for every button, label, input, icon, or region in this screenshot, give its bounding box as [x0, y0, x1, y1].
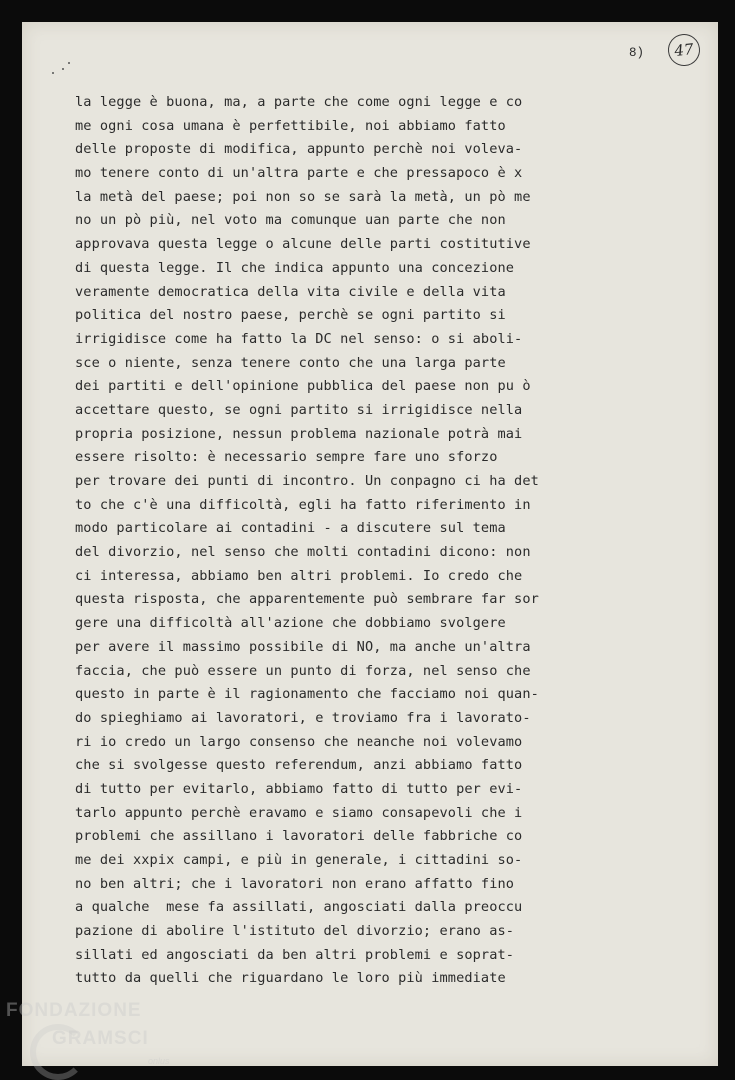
- text-line: do spieghiamo ai lavoratori, e troviamo fra i lavorato-: [75, 709, 531, 726]
- text-line: gere una difficoltà all'azione che dobbiamo svolgere: [75, 615, 506, 632]
- text-line: me dei xxpix campi, e più in generale, i cittadini so-: [75, 852, 523, 868]
- text-line: irrigidisce come ha fatto la DC nel senso: o si aboli-: [75, 330, 523, 347]
- text-line: la metà del paese; poi non so se sarà la metà, un pò me: [75, 188, 531, 205]
- text-line: a qualche mese fa assillati, angosciati dalla preoccu: [75, 899, 523, 916]
- text-line: per trovare dei punti di incontro. Un conpagno ci ha det: [75, 473, 539, 489]
- text-line: faccia, che può essere un punto di forza, nel senso che: [75, 662, 531, 679]
- text-line: che si svolgesse questo referendum, anzi abbiamo fatto: [75, 757, 523, 774]
- watermark-line-3: onlus: [148, 1056, 170, 1066]
- text-line: pazione di abolire l'istituto del divorzio; erano as-: [75, 923, 515, 940]
- page-number: 8): [629, 46, 645, 60]
- text-line: delle proposte di modifica, appunto perchè noi voleva-: [75, 141, 523, 158]
- text-line: propria posizione, nessun problema nazionale potrà mai: [75, 425, 523, 442]
- watermark-line-1: FONDAZIONE: [6, 1000, 142, 1021]
- text-line: no un pò più, nel voto ma comunque uan parte che non: [75, 212, 506, 229]
- text-line: ri io credo un largo consenso che neanche noi volevamo: [75, 733, 523, 750]
- text-line: veramente democratica della vita civile e della vita: [75, 283, 506, 300]
- text-line: essere risolto: è necessario sempre fare uno sforzo: [75, 449, 498, 466]
- text-line: ci interessa, abbiamo ben altri problemi. Io credo che: [75, 567, 523, 584]
- watermark-line-2: GRAMSCI: [52, 1028, 149, 1049]
- text-line: di tutto per evitarlo, abbiamo fatto di tutto per evi-: [75, 780, 523, 797]
- typed-page: [22, 22, 718, 1066]
- text-line: me ogni cosa umana è perfettibile, noi abbiamo fatto: [75, 117, 506, 134]
- text-line: tarlo appunto perchè eravamo e siamo consapevoli che i: [75, 804, 523, 821]
- text-line: dei partiti e dell'opinione pubblica del paese non pu ò: [75, 378, 531, 395]
- text-line: per avere il massimo possibile di NO, ma anche un'altra: [75, 638, 531, 655]
- text-line: politica del nostro paese, perchè se ogni partito si: [75, 307, 506, 324]
- text-line: approvava questa legge o alcune delle parti costitutive: [75, 236, 531, 253]
- text-line: sce o niente, senza tenere conto che una larga parte: [75, 354, 506, 371]
- text-line: problemi che assillano i lavoratori delle fabbriche co: [75, 828, 523, 845]
- text-line: questo in parte è il ragionamento che facciamo noi quan-: [75, 686, 539, 703]
- text-line: to che c'è una difficoltà, egli ha fatto riferimento in: [75, 496, 531, 513]
- text-line: mo tenere conto di un'altra parte e che pressapoco è x: [75, 165, 523, 182]
- text-line: no ben altri; che i lavoratori non erano affatto fino: [75, 875, 515, 892]
- text-line: modo particolare ai contadini - a discutere sul tema: [75, 520, 506, 537]
- text-line: di questa legge. Il che indica appunto una concezione: [75, 259, 515, 276]
- text-line: sillati ed angosciati da ben altri problemi e soprat-: [75, 946, 515, 963]
- archive-stamp-number: 47: [666, 32, 701, 67]
- text-line: accettare questo, se ogni partito si irrigidisce nella: [75, 401, 523, 418]
- text-line: la legge è buona, ma, a parte che come ogni legge e co: [75, 94, 523, 110]
- text-line: tutto da quelli che riguardano le loro più immediate: [75, 970, 506, 987]
- text-line: del divorzio, nel senso che molti contadini dicono: non: [75, 544, 531, 561]
- text-line: questa risposta, che apparentemente può sembrare far sor: [75, 591, 539, 608]
- typewritten-text: [75, 91, 675, 991]
